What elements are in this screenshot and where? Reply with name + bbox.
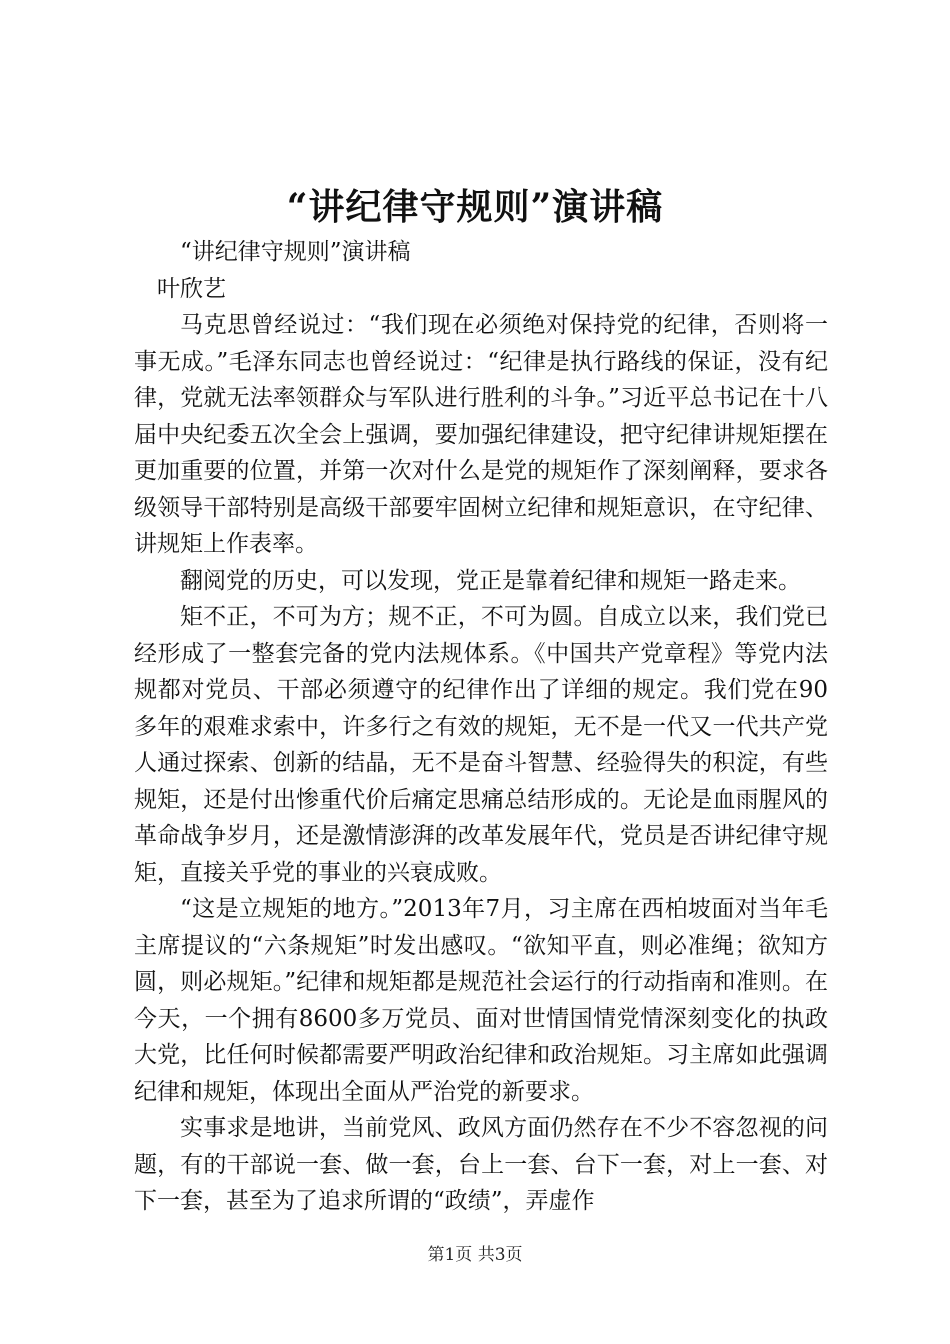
document-body bbox=[134, 234, 828, 1220]
paragraph: “这是立规矩的地方。”2013年7月，习主席在西柏坡面对当年毛主席提议的“六条规矩”时发出感叹。“欲知平直，则必准绳；欲知方圆，则必规矩。”纪律和规矩都是规范社会运行的行动指南和准则。在今天，一个拥有8600多万党员、面对世情国情党情深刻变化的执政大党，比任何时候都需要严明政治纪律和政治规矩。习主席如此强调纪律和规矩，体现出全面从严治党的新要求。 bbox=[134, 896, 828, 1105]
paragraph: 马克思曾经说过：“我们现在必须绝对保持党的纪律，否则将一事无成。”毛泽东同志也曾经说过：“纪律是执行路线的保证，没有纪律，党就无法率领群众与军队进行胜利的斗争。”习近平总书记在十八届中央纪委五次全会上强调，要加强纪律建设，把守纪律讲规矩摆在更加重要的位置，并第一次对什么是党的规矩作了深刻阐释，要求各级领导干部特别是高级干部要牢固树立纪律和规矩意识，在守纪律、讲规矩上作表率。 bbox=[134, 312, 828, 557]
document-author: 叶欣艺 bbox=[157, 275, 226, 302]
paragraph: 实事求是地讲，当前党风、政风方面仍然存在不少不容忽视的问题，有的干部说一套、做一套，台上一套、台下一套，对上一套、对下一套，甚至为了追求所谓的“政绩”，弄虚作 bbox=[134, 1115, 828, 1214]
document-subtitle: “讲纪律守规则”演讲稿 bbox=[180, 239, 411, 265]
paragraph: 翻阅党的历史，可以发现，党正是靠着纪律和规矩一路走来。 bbox=[180, 567, 801, 594]
paragraph: 矩不正，不可为方；规不正，不可为圆。自成立以来，我们党已经形成了一整套完备的党内法规体系。《中国共产党章程》等党内法规都对党员、干部必须遵守的纪律作出了详细的规定。我们党在90多年的艰难求索中，许多行之有效的规矩，无不是一代又一代共产党人通过探索、创新的结晶，无不是奋斗智慧、经验得失的积淀，有些规矩，还是付出惨重代价后痛定思痛总结形成的。无论是血雨腥风的革命战争岁月，还是激情澎湃的改革发展年代，党员是否讲纪律守规矩，直接关乎党的事业的兴衰成败。 bbox=[134, 604, 828, 886]
document-title: “讲纪律守规则”演讲稿 bbox=[286, 186, 664, 228]
page-footer: 第1页 共3页 bbox=[427, 1245, 523, 1265]
